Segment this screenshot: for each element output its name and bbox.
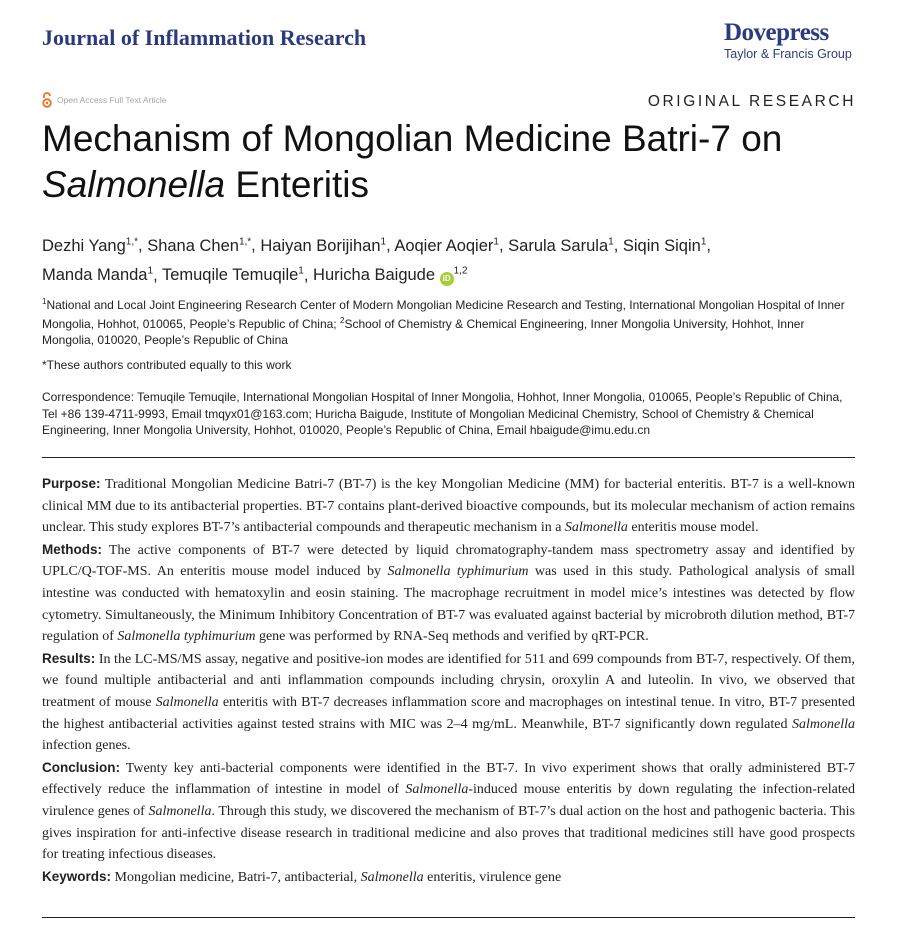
author[interactable]: Manda Manda$^1$ — [42, 265, 154, 284]
open-access-badge — [42, 92, 166, 108]
publisher-brand: Dovepress — [724, 19, 829, 46]
abstract-methods: Methods: The active components of BT-7 were detected by liquid chromatography-tandem mass spectrometry assay and identified by UPLC/Q-TOF-MS. An enteritis mouse model induced by Salmonella typhimurium was used in this study. Pathological analysis of small intestine was conducted with hematoxylin and eosin staining. The macrophage recruitment in model mice’s intestines was detected by flow cytometry. Simultaneously, the Minimum Inhibitory Concentration of BT-7 was evaluated against bacterial by microbroth dilution method, BT-7 regulation of Salmonella typhimurium gene was performed by RNA-Seq methods and verified by qRT-PCR. — [42, 541, 856, 645]
abstract-keywords: Keywords: Mongolian medicine, Batri-7, antibacterial, Salmonella enteritis, virulence gene — [42, 868, 562, 885]
orcid-icon[interactable]: iD — [440, 272, 454, 286]
abstract-results: Results: In the LC-MS/MS assay, negative and positive-ion modes are identified for 511 and 699 compounds from BT-7, respectively. Of them, we found multiple antibacterial and anti inflammation compounds including chrysin, oroxylin A and luteolin. In vivo, we observed that treatment of mouse Salmonella enteritis with BT-7 decreases inflammation score and macrophages on intestinal tenue. In vitro, BT-7 presented the highest antibacterial activities against tested strains with MIC was 2–4 mg/mL. Meanwhile, BT-7 significantly down regulated Salmonella infection genes. — [42, 650, 855, 754]
author[interactable]: Huricha Baigude iD$^{1,2}$ — [313, 265, 468, 284]
article-title — [42, 116, 862, 208]
divider — [42, 917, 855, 918]
author-list: Dezhi Yang$^{1,*}$, Shana Chen$^{1,*}$, Haiyan Borijihan$^1$, Aoqier Aoqier$^1$, Sarula Sarula$^1$, Siqin Siqin$^1$, Manda Manda$^1$, Temuqile Temuqile$^1$, Huricha Baigude iD$^{1,2}$ — [42, 236, 711, 284]
author[interactable]: Aoqier Aoqier$^1$ — [394, 236, 499, 255]
author[interactable]: Siqin Siqin$^1$ — [622, 236, 707, 255]
correspondence: Correspondence: Temuqile Temuqile, International Mongolian Hospital of Inner Mongolia, Hohhot, Inner Mongolia, 010065, People’s Republic of China, Tel +86 139-4711-9993, Email tmqyx01@163.com; Huricha Baigude, Institute of Mongolian Medicinal Chemistry, School of Chemistry & Chemical Engineering, Inner Mongolia University, Hohhot, 010020, People’s Republic of China, Email hbaigude@imu.edu.cn — [42, 390, 843, 437]
abstract — [42, 473, 855, 888]
author[interactable]: Temuqile Temuqile$^1$ — [161, 265, 304, 284]
open-access-icon — [42, 92, 52, 108]
article-type: ORIGINAL RESEARCH — [647, 93, 856, 110]
author[interactable]: Shana Chen$^{1,*}$ — [147, 236, 252, 255]
author[interactable]: Sarula Sarula$^1$ — [508, 236, 614, 255]
title-italic: Salmonella — [42, 164, 226, 205]
abstract-purpose: Purpose: Traditional Mongolian Medicine Batri-7 (BT-7) is the key Mongolian Medicine (MM) for bacterial enteritis. BT-7 is a well-known clinical MM due to its antibacterial properties. BT-7 contains plant-derived bioactive compounds, but its molecular mechanism of action remains unclear. This study explores BT-7’s antibacterial compounds and therapeutic mechanism in a Salmonella enteritis mouse model. — [42, 476, 855, 536]
title-part1: Mechanism of Mongolian Medicine Batri-7 on — [42, 118, 783, 159]
author[interactable]: Haiyan Borijihan$^1$ — [260, 236, 387, 255]
publisher-logo — [724, 20, 854, 62]
divider — [42, 457, 855, 458]
open-access-label: Open Access Full Text Article — [57, 95, 167, 105]
publisher-group: Taylor & Francis Group — [724, 47, 852, 61]
author[interactable]: Dezhi Yang$^{1,*}$ — [42, 236, 139, 255]
journal-title: Journal of Inflammation Research — [42, 25, 367, 50]
title-part2: Enteritis — [225, 164, 369, 205]
equal-contribution-note: *These authors contributed equally to this work — [42, 358, 292, 372]
abstract-conclusion: Conclusion: Twenty key anti-bacterial components were identified in the BT-7. In vivo experiment shows that orally administered BT-7 effectively reduce the inflammation of intestine in model of Salmonella-induced mouse enteritis by down regulating the infection-related virulence genes of Salmonella. Through this study, we discovered the mechanism of BT-7’s dual action on the host and pathogenic bacteria. This gives inspiration for anti-infective disease research in traditional medicine and also proves that traditional medicines still have good prospects for treating infectious diseases. — [42, 759, 855, 863]
affiliations: $^1$National and Local Joint Engineering Research Center of Modern Mongolian Medicine Research and Testing, International Mongolian Hospital of Inner Mongolia, Hohhot, 010065, People’s Republic of China; $^2$School of Chemistry & Chemical Engineering, Inner Mongolia University, Hohhot, Inner Mongolia, 010020, People’s Republic of China — [42, 297, 845, 347]
